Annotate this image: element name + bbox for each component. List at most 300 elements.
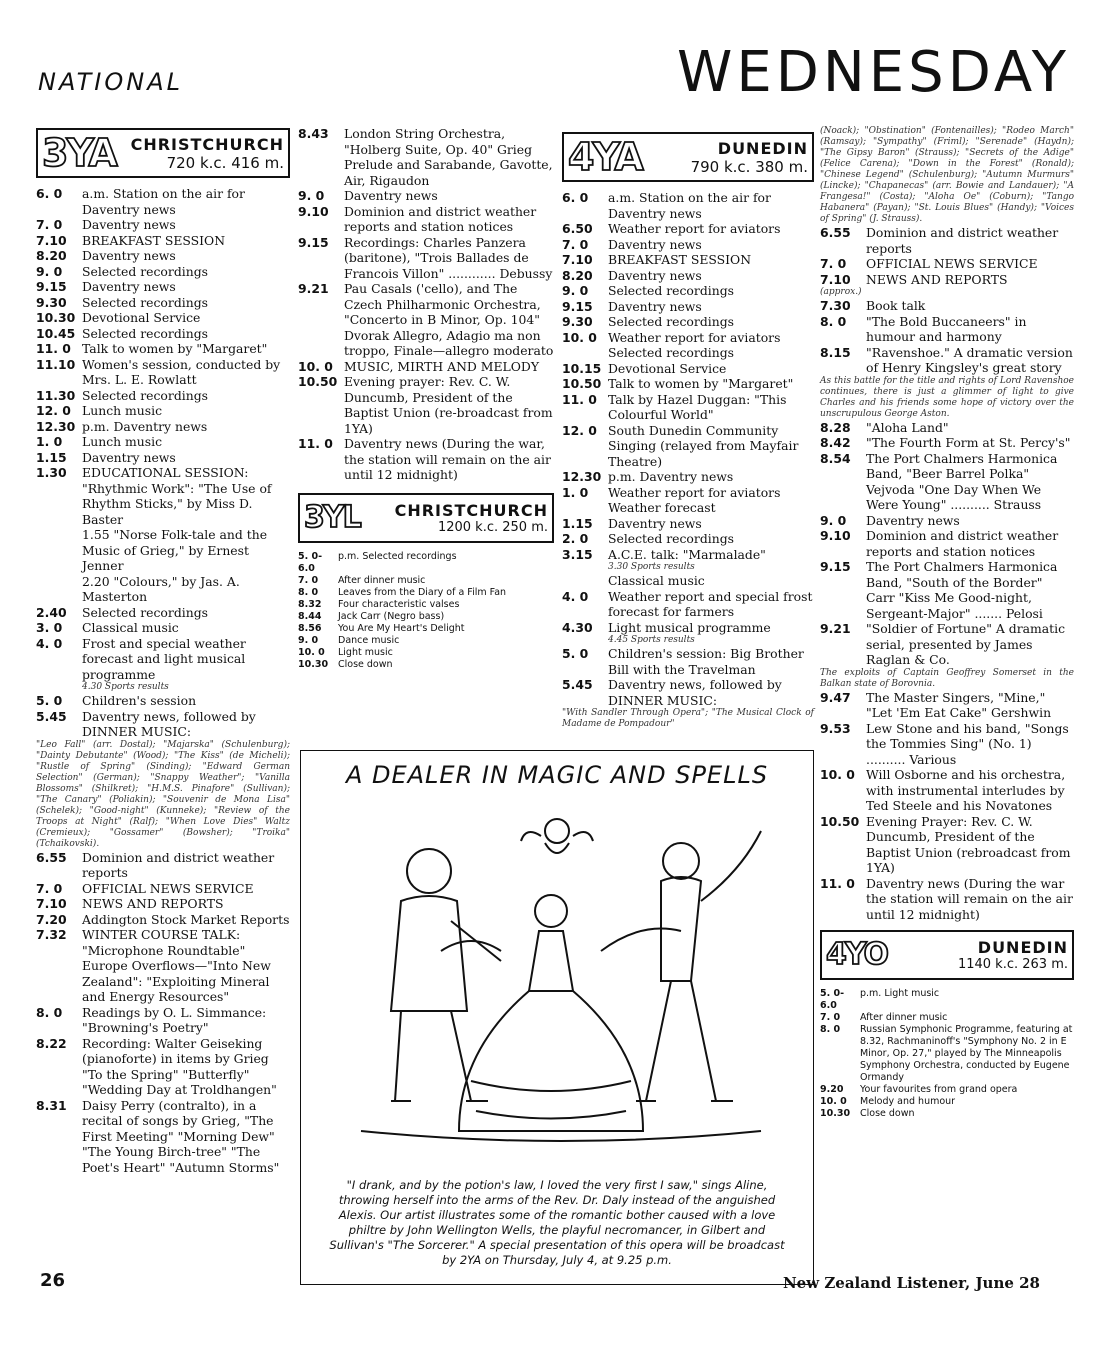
programme-item [36,388,290,404]
programme-item [562,330,814,361]
programme-list [820,225,1074,287]
programme-title: "The Fourth Form at St. Percy's" [866,435,1071,450]
station-box-4yo [820,930,1074,980]
programme-item [820,721,1074,768]
programme-list [298,126,554,483]
programme-item [820,876,1074,923]
station-box-3ya [36,128,290,178]
programme-item [36,465,290,527]
programme-item [298,575,554,587]
programme-time: 9.30 [36,294,67,310]
sports-note: 4.30 Sports results [82,682,169,692]
station-frequency: 790 k.c. 380 m. [690,157,808,176]
programme-title: "Soldier of Fortune" A dramatic serial, presented by James Raglan & Co. [866,621,1066,667]
programme-item [562,237,814,253]
programme-item [298,235,554,282]
programme-title: Evening Prayer: Rev. C. W. Duncumb, President of the Baptist Union (rebroadcast from 1YA) [866,813,1071,875]
programme-title: Selected recordings [82,294,208,310]
programme-title: Classical music [82,620,179,635]
programme-time: 4. 0 [36,635,63,651]
programme-list [562,589,814,636]
programme-time: 9. 0 [820,512,847,528]
programme-item [36,434,290,450]
programme-time: 9.10 [820,528,851,543]
programme-time: 6.55 [36,849,67,865]
programme-title: Daventry news [82,449,176,465]
programme-time: 8.22 [36,1035,67,1051]
programme-title: Russian Symphonic Programme, featuring at 8.32, Rachmaninoff's "Symphony No. 2 in E Minor, Op. 27," played by The Minneapolis Symphony Orchestra, conducted by Eugene Ormandy [860,1024,1073,1083]
programme-item [298,599,554,611]
programme-time: 10. 0 [298,646,325,658]
station-callsign: 4YO [826,937,888,972]
programme-time: 11.30 [36,387,76,403]
programme-item [36,233,290,249]
programme-title: 2.20 "Colours," by Jas. A. Masterton [82,573,240,604]
programme-item [36,912,290,928]
programme-time: 8.15 [820,344,851,360]
programme-time: 12. 0 [36,403,71,418]
programme-time: 7.32 [36,927,67,942]
programme-item [36,419,290,435]
programme-item [36,605,290,621]
programme-item [562,268,814,284]
programme-title: South Dunedin Community Singing (relayed from Mayfair Theatre) [608,422,799,469]
programme-list [562,190,814,562]
programme-item [298,587,554,599]
sports-note: 4.45 Sports results [608,635,695,645]
programme-list [562,646,814,708]
programme-time: 7.10 [562,252,593,267]
programme-item [36,186,290,217]
programme-time: 8.54 [820,450,851,466]
programme-time: 9. 0 [562,283,589,298]
programme-title: Close down [338,658,393,670]
day-title: WEDNESDAY [677,40,1070,105]
programme-title: Children's session [82,693,197,708]
programme-list [820,988,1074,1120]
dinner-music-list: "Leo Fall" (arr. Dostal); "Majarska" (Schulenburg); "Dainty Debutante" (Wood); "The Kiss" (de Micheli); "Rustle of Spring" (Sinding); "Edward German Selection" (German); "Snappy Weather"; "Vanilla Blossoms" (Shilkret); "H.M.S. Pinafore" (Sullivan); "The Canary" (Poliakin); "Souvenir de Mona Lisa" (Schelek); "Good-night" (Kunneke); "Review of the Troops at Night" (Ralf); "When Love Dies" Waltz (Cremieux); "Gossamer" (Bowsher); "Troika" (Tchaikovski). [36,739,290,849]
programme-title: After dinner music [338,574,426,586]
programme-title: Recording: Walter Geiseking (pianoforte) in items by Grieg "To the Spring" "Butterfly" "Wedding Day at Troldhangen" [82,1035,277,1097]
clergyman-figure [407,849,451,893]
programme-title: p.m. Light music [860,988,940,999]
programme-title: Selected recordings [82,263,208,279]
station-callsign: 4YA [568,135,642,179]
programme-item [298,436,554,483]
programme-title: a.m. Station on the air for Daventry news [82,186,245,217]
dancing-figures-illustration [301,791,813,1171]
programme-time: 1. 0 [36,434,63,449]
programme-title: Daventry news, followed by DINNER MUSIC: [82,708,256,739]
programme-time: 8. 0 [298,586,319,598]
programme-title: You Are My Heart's Delight [338,622,465,634]
programme-time: 12.30 [562,469,602,484]
programme-item [820,345,1074,376]
programme-title: Lew Stone and his band, "Songs the Tommies Sing" (No. 1) .......... Various [866,720,1069,767]
programme-title: A.C.E. talk: "Marmalade" [608,546,766,562]
approx-note: (approx.) [820,287,862,297]
programme-time: 6. 0 [562,190,589,205]
programme-time: 8. 0 [820,313,847,329]
programme-item [562,620,814,636]
illustration-caption: "I drank, and by the potion's law, I loved the very first I saw," sings Aline, throwing herself into the arms of the Rev. Dr. Daly instead of the anguished Alexis. Our artist illustrates some of the romantic bother caused with a love philtre by John Wellington Wells, the playful necromancer, in Gilbert and Sullivan's "The Sorcerer." A special presentation of this opera will be broadcast by 2YA on Thursday, July 4, at 9.25 p.m. [329,1178,785,1267]
programme-item [820,559,1074,621]
programme-item [298,659,554,671]
programme-item [820,1084,1074,1096]
programme-time: 7.10 [820,271,851,287]
programme-item [36,896,290,912]
programme-item [820,451,1074,513]
programme-item [562,314,814,330]
programme-time: 9.21 [820,621,851,636]
programme-time: 7. 0 [36,880,63,896]
programme-time: 8.44 [298,610,322,622]
programme-item [562,423,814,470]
programme-time: 9.15 [298,234,329,250]
station-callsign: 3YA [42,131,116,175]
programme-time: 8.28 [820,419,851,435]
programme-time: 10.50 [298,374,338,389]
programme-item [820,767,1074,814]
programme-time: 11.10 [36,356,76,372]
programme-item [562,252,814,268]
programme-title: Melody and humour [860,1096,956,1107]
programme-title: "Aloha Land" [866,419,949,435]
column-3ya [36,126,290,1175]
programme-time: 10. 0 [298,358,333,374]
programme-item [562,531,814,547]
programme-time: 8. 0 [36,1004,63,1020]
programme-time: 7. 0 [562,236,589,252]
programme-title: The Port Chalmers Harmonica Band, "South of the Border" Carr "Kiss Me Good-night, Sergeant-Major" ....... Pelosi [866,559,1058,621]
programme-title: London String Orchestra, "Holberg Suite, Op. 40" Grieg Prelude and Sarabande, Gavotte, Air, Rigaudon [344,126,553,188]
programme-item [562,547,814,563]
programme-item [298,126,554,188]
programme-title: Daventry news [866,512,960,528]
programme-title: Daventry news (During the war, the station will remain on the air until 12 midnight) [344,436,551,482]
programme-item [36,217,290,233]
programme-time: 7. 0 [36,217,63,232]
programme-title: EDUCATIONAL SESSION: "Rhythmic Work": "The Use of Rhythm Sticks," by Miss D. Baster [82,465,272,527]
programme-item [820,225,1074,256]
programme-item [36,927,290,1005]
programme-item [562,485,814,516]
programme-item [298,204,554,235]
dinner-music-list: (Noack); "Obstination" (Fontenailles); "Rodeo March" (Ramsay); "Sympathy" (Friml); "Serenade" (Haydn); "The Gipsy Baron" (Strauss); "Secrets of the Adige" (Felice Carena); "Down in the Forest" (Ronald); "Chinese Legend" (Schulenburg); "Autumn Murmurs" (Lincke); "Chapanecas" (arr. Bowie and Landauer); "A Frangesa!" (Costa); "Aloha Oe" (Coburn); "Tango Habanera" (Payan); "St. Louis Blues" (Handy); "Voices of Spring" (J. Strauss). [820,126,1074,224]
programme-title: Readings by O. L. Simmance: "Browning's Poetry" [82,1004,267,1035]
programme-title: Selected recordings [82,604,208,620]
page-number: 26 [40,1270,66,1291]
station-frequency: 1200 k.c. 250 m. [437,519,548,535]
programme-title: Selected recordings [82,325,208,341]
programme-time: 9.15 [36,279,67,294]
programme-time: 8.42 [820,435,851,450]
programme-item [562,283,814,299]
programme-item [36,279,290,295]
programme-time: 10. 0 [820,1096,847,1107]
programme-item [298,281,554,359]
programme-item [820,1012,1074,1024]
programme-item [562,190,814,221]
programme-title: Selected recordings [608,283,734,298]
programme-title: Dominion and district weather reports and station notices [344,203,537,234]
cupid-figure [545,819,569,843]
programme-title: p.m. Daventry news [608,469,734,484]
programme-item [36,574,290,605]
programme-item [820,420,1074,436]
programme-time [36,527,82,574]
programme-item [562,677,814,708]
programme-time: 9.53 [820,720,851,736]
programme-time: 11. 0 [298,436,333,451]
programme-item [562,469,814,485]
programme-item [36,527,290,574]
column-4ya-continued [820,126,1074,1120]
programme-title: Selected recordings [608,531,734,546]
programme-title: 1.55 "Norse Folk-tale and the Music of Grieg," by Ernest Jenner [82,527,268,573]
programme-title: Dominion and district weather reports [866,225,1059,256]
programme-title: p.m. Selected recordings [338,550,457,562]
programme-item [562,646,814,677]
programme-time: 9.20 [820,1084,844,1095]
programme-time: 9. 0 [298,634,319,646]
station-frequency: 1140 k.c. 263 m. [957,957,1068,972]
programme-title: Daventry news (During the war the station will remain on the air until 12 midnight) [866,875,1073,922]
programme-time: 7.20 [36,911,67,927]
programme-title: Daventry news [608,515,702,531]
programme-time: 4. 0 [562,588,589,604]
station-city: CHRISTCHURCH [394,500,548,520]
programme-time: 7. 0 [298,574,319,586]
programme-title: OFFICIAL NEWS SERVICE [866,256,1038,271]
programme-time: 10.45 [36,325,76,341]
programme-title: Women's session, conducted by Mrs. L. E. Rowlatt [82,356,281,387]
programme-time: 8.56 [298,622,322,634]
programme-title: Daventry news [608,298,702,314]
programme-title: Weather report for aviators Selected recordings [608,329,781,360]
programme-title: Weather report and special frost forecast for farmers [608,588,813,619]
programme-title: MUSIC, MIRTH AND MELODY [344,358,540,374]
programme-time: 8.20 [36,248,67,263]
programme-title: Dance music [338,634,400,646]
programme-time: 9.15 [820,559,851,574]
programme-item [562,516,814,532]
programme-time: 8.31 [36,1097,67,1113]
programme-list [36,693,290,740]
programme-title: Weather report for aviators [608,221,781,236]
programme-title: Leaves from the Diary of a Film Fan [338,586,507,598]
publication-footer: New Zealand Listener, June 28 [782,1274,1040,1292]
programme-time: 8.43 [298,126,329,141]
column-4ya [562,126,814,730]
programme-item [298,359,554,375]
programme-time: 9.21 [298,281,329,296]
programme-title: Dominion and district weather reports and station notices [866,528,1059,559]
programme-item [36,636,290,683]
programme-title: WINTER COURSE TALK: "Microphone Roundtable" Europe Overflows—"Into New Zealand": "Exploiting Mineral and Energy Resources" [82,927,271,1004]
programme-time: 3. 0 [36,620,63,635]
programme-time: 1.15 [562,515,593,531]
programme-title: Daventry news [82,279,176,294]
programme-time: 7. 0 [820,1012,841,1023]
programme-time: 7.10 [36,896,67,911]
programme-item [36,326,290,342]
programme-title: a.m. Station on the air for Daventry news [608,190,771,221]
programme-time: 11. 0 [36,341,71,356]
programme-time: 5. 0 [36,693,63,708]
classical-music: Classical music [608,573,705,588]
programme-title: Children's session: Big Brother Bill with the Travelman [608,646,804,677]
programme-title: Evening prayer: Rev. C. W. Duncumb, President of the Baptist Union (re-broadcast from 1YA) [344,374,553,436]
programme-list [36,186,290,682]
programme-item [820,988,1074,1012]
programme-title: Devotional Service [608,360,727,376]
programme-item [298,647,554,659]
programme-item [820,814,1074,876]
programme-title: NEWS AND REPORTS [866,271,1008,287]
programme-item [820,1096,1074,1108]
programme-time: 9.47 [820,689,851,705]
programme-title: Daventry news, followed by DINNER MUSIC: [608,677,782,708]
programme-time [36,574,82,605]
sports-note: 3.30 Sports results [608,562,695,572]
programme-time: 5. 0 [562,646,589,661]
programme-title: Lunch music [82,434,163,449]
programme-time: 3.15 [562,546,593,562]
programme-item [36,1098,290,1176]
programme-list [820,298,1074,376]
programme-time: 1.15 [36,449,67,465]
programme-time: 2. 0 [562,531,589,546]
programme-time: 6.55 [820,225,851,240]
programme-time: 5. 0-6.0 [298,550,323,574]
programme-title: Selected recordings [608,314,734,329]
programme-title: BREAKFAST SESSION [82,232,226,248]
programme-title: Daventry news [82,217,176,232]
programme-time: 9.15 [562,298,593,314]
programme-item [36,693,290,709]
programme-item [820,272,1074,288]
programme-time: 4.30 [562,619,593,635]
programme-title: Light musical programme [608,619,771,635]
programme-item [36,310,290,326]
programme-item [36,850,290,881]
programme-item [298,374,554,436]
station-box-4ya [562,132,814,182]
programme-item [562,589,814,620]
programme-list [820,690,1074,923]
programme-time: 8.32 [298,598,322,610]
programme-time: 10.50 [820,813,860,829]
programme-title: "Ravenshoe." A dramatic version of Henry Kingsley's great story [866,344,1073,375]
programme-title: BREAKFAST SESSION [608,252,752,267]
programme-item [820,1024,1074,1084]
programme-item [820,298,1074,314]
programme-item [36,264,290,280]
programme-title: Light music [338,646,393,658]
programme-time: 10. 0 [820,767,855,782]
programme-title: Your favourites from grand opera [860,1084,1018,1095]
programme-title: Jack Carr (Negro bass) [338,610,445,622]
programme-note: As this battle for the title and rights of Lord Ravenshoe continues, there is just a glimmer of light to give Charles and his friends some hope of victory over the unscrupulous George Aston. [820,375,1074,419]
dinner-music-list: "With Sandler Through Opera"; "The Musical Clock of Madame de Pompadour" [562,708,814,729]
illustration-title: A DEALER IN MAGIC AND SPELLS [345,761,769,789]
programme-time: 1. 0 [562,484,589,500]
programme-item [820,528,1074,559]
programme-item [820,513,1074,529]
programme-time: 7.10 [36,232,67,248]
programme-time: 10.50 [562,376,602,391]
programme-item [298,188,554,204]
programme-item [562,299,814,315]
programme-time: 10.30 [36,310,76,325]
programme-item [36,403,290,419]
programme-item [562,221,814,237]
programme-title: Talk by Hazel Duggan: "This Colourful World" [608,391,787,422]
programme-time: 12.30 [36,418,76,434]
programme-time: 8.20 [562,267,593,283]
programme-item [820,690,1074,721]
programme-title: Recordings: Charles Panzera (baritone), "Trois Ballades de Francois Villon" ............ Debussy [344,234,553,281]
programme-title: Daventry news [82,248,176,263]
programme-item [562,361,814,377]
programme-item [298,551,554,575]
station-city: CHRISTCHURCH [130,134,284,154]
programme-title: Daventry news [344,188,438,203]
programme-time: 1.30 [36,465,67,480]
programme-time: 2.40 [36,604,67,620]
programme-item [36,357,290,388]
programme-title: Daventry news [608,236,702,252]
programme-item [820,256,1074,272]
network-label: NATIONAL [38,68,183,96]
lady-figure [535,895,567,927]
programme-title: Talk to women by "Margaret" [608,376,794,391]
programme-time: 10.15 [562,360,602,376]
programme-title: Selected recordings [82,387,208,403]
programme-time: 6.50 [562,221,593,236]
column-3ya-continued [298,126,554,671]
programme-title: Daventry news [608,267,702,283]
programme-item [36,881,290,897]
station-frequency: 720 k.c. 416 m. [166,153,284,172]
programme-title: Weather report for aviators Weather forecast [608,484,781,515]
programme-item [298,635,554,647]
programme-time: 12. 0 [562,422,597,438]
programme-title: Book talk [866,298,926,313]
programme-item [36,295,290,311]
programme-title: Lunch music [82,403,163,418]
programme-time: 10.30 [298,658,329,670]
programme-time: 9.30 [562,314,593,329]
programme-item [820,314,1074,345]
programme-title: After dinner music [860,1012,948,1023]
young-man-figure [663,843,699,879]
programme-item [36,1005,290,1036]
programme-time: 11. 0 [820,875,855,891]
programme-item [298,611,554,623]
programme-time: 9. 0 [298,188,325,203]
programme-title: NEWS AND REPORTS [82,896,224,911]
programme-item [36,248,290,264]
programme-note: The exploits of Captain Geoffrey Somerset in the Balkan state of Borovnia. [820,667,1074,689]
programme-time: 9.10 [298,203,329,219]
programme-title: Talk to women by "Margaret" [82,341,268,356]
programme-title: Addington Stock Market Reports [82,911,290,927]
programme-time: 10.30 [820,1108,851,1119]
programme-item [820,435,1074,451]
programme-item [562,392,814,423]
